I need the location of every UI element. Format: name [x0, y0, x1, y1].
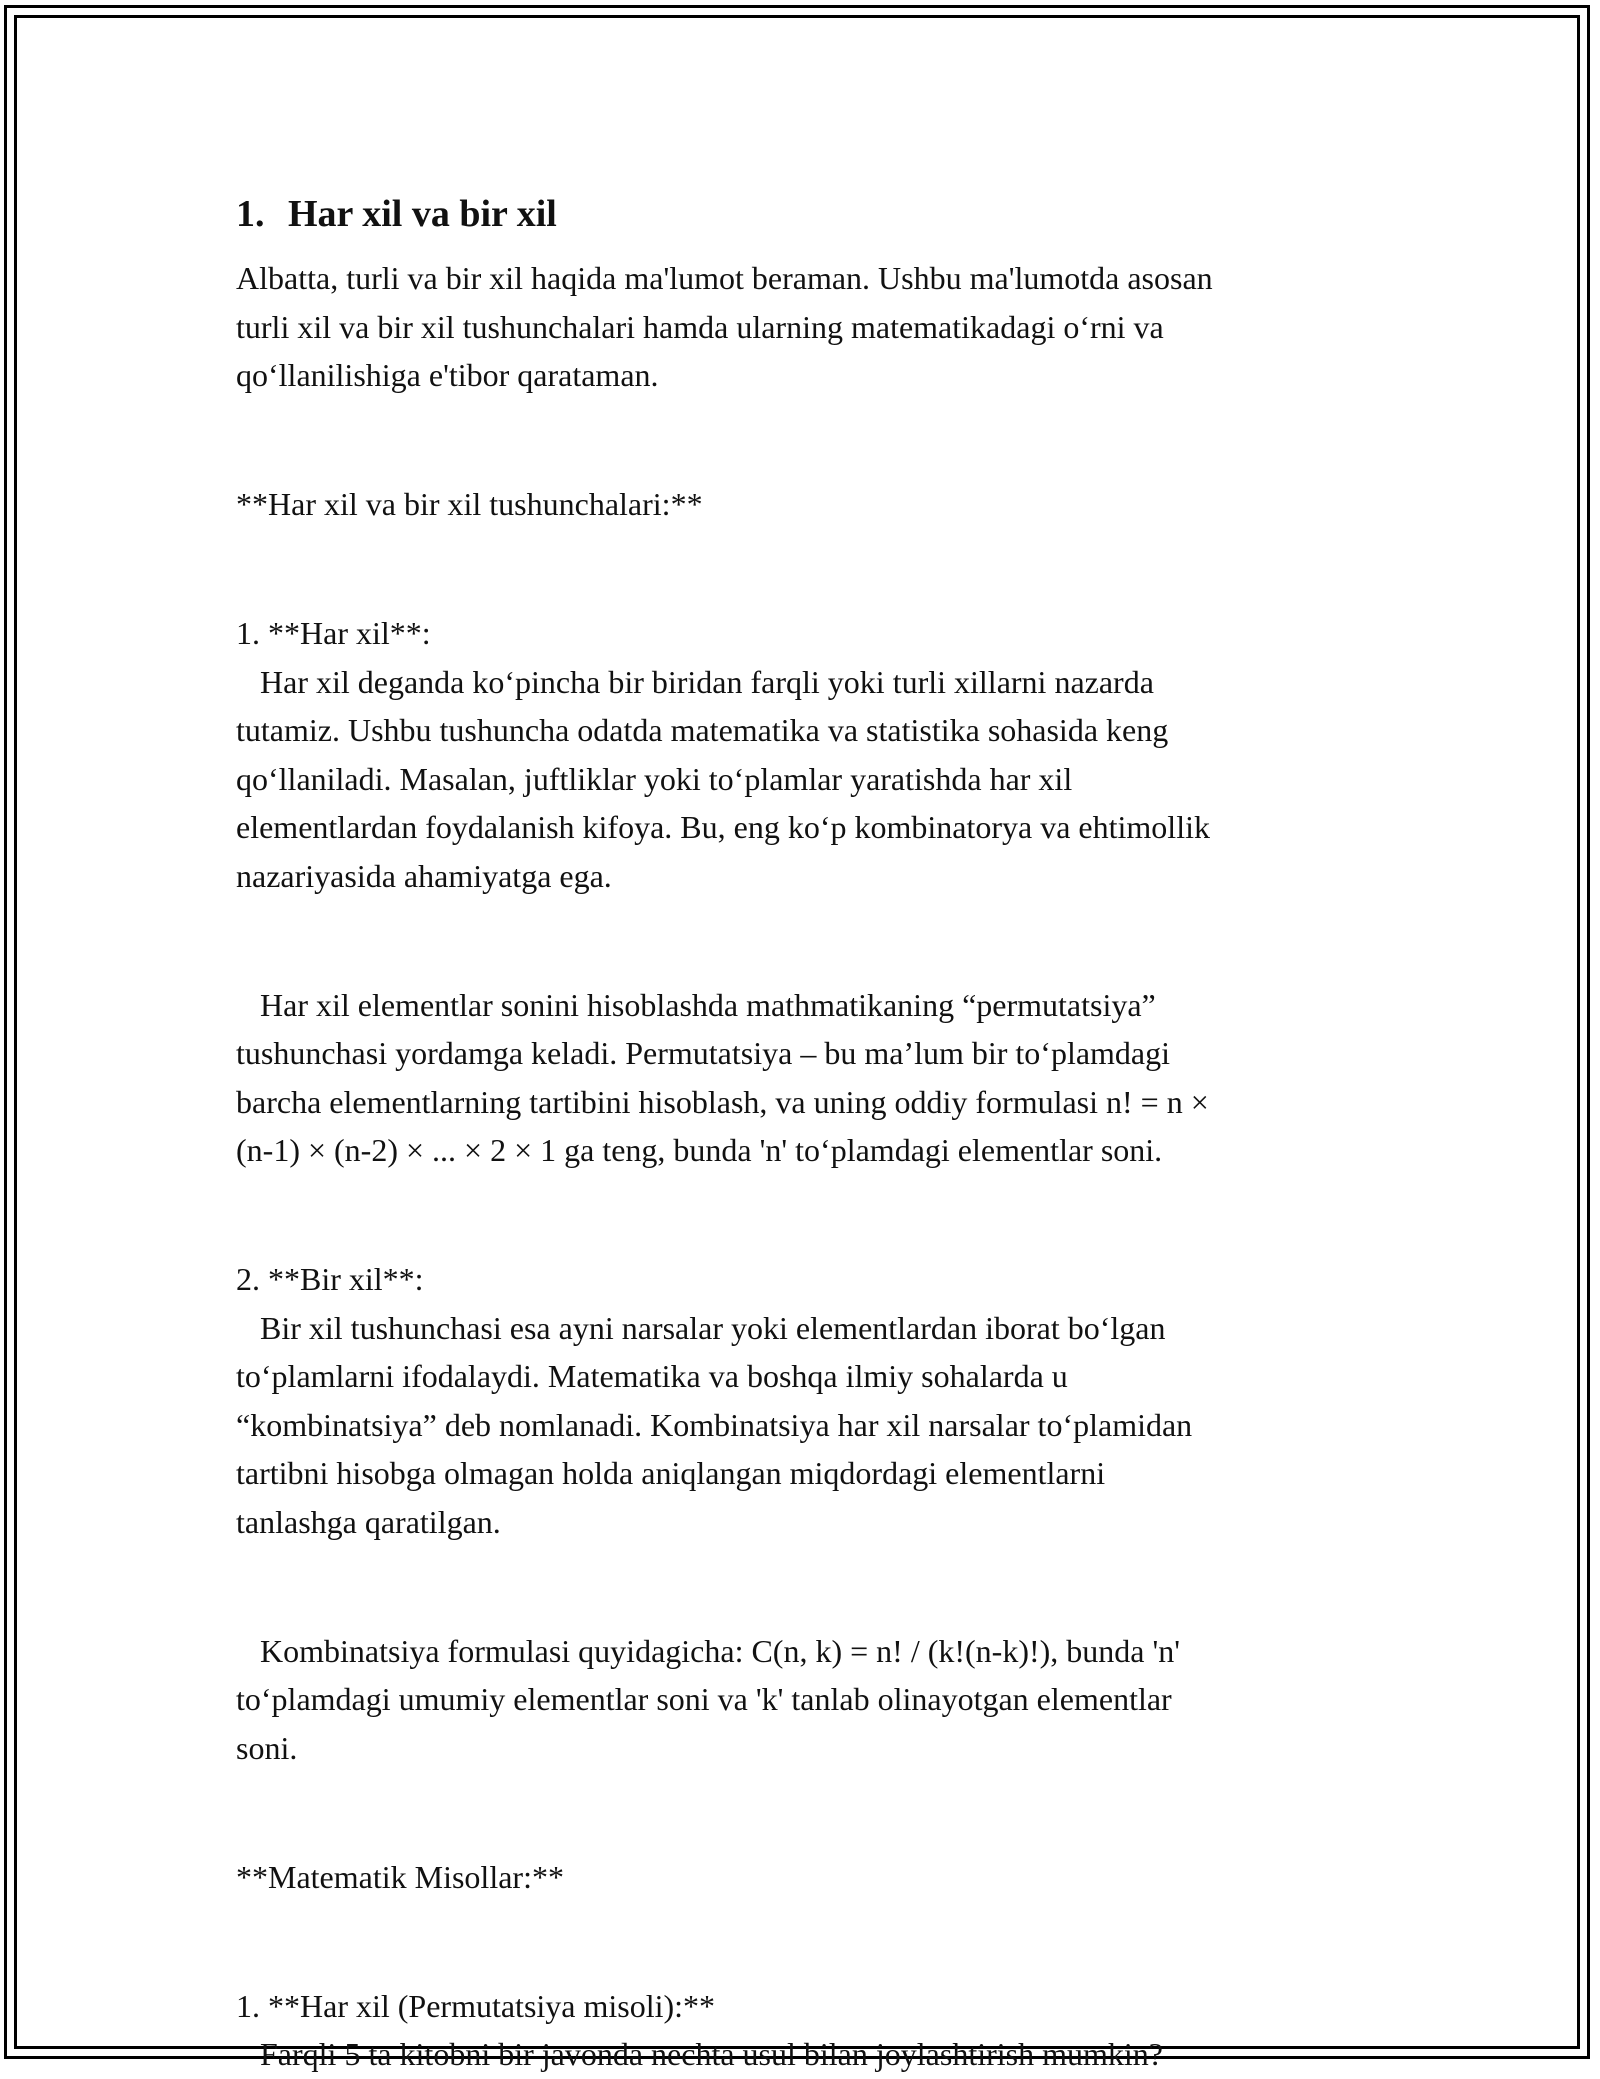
- text-line: tutamiz. Ushbu tushuncha odatda matematika va statistika sohasida keng: [236, 712, 1169, 748]
- section-number: 1.: [236, 193, 265, 235]
- text-line: qo‘llanilishiga e'tibor qarataman.: [236, 357, 659, 393]
- blank-line: [236, 1191, 1366, 1240]
- blank-line: [236, 1788, 1366, 1837]
- spacer: [236, 244, 1366, 254]
- text-line: 2. **Bir xil**:: [236, 1261, 424, 1297]
- text-line: Har xil deganda ko‘pincha bir biridan farqli yoki turli xillarni nazarda: [236, 663, 1154, 700]
- text-line: **Har xil va bir xil tushunchalari:**: [236, 486, 703, 522]
- text-line: Albatta, turli va bir xil haqida ma'lumot beraman. Ushbu ma'lumotda asosan: [236, 260, 1213, 296]
- text-line: Kombinatsiya formulasi quyidagicha: C(n, k) = n! / (k!(n-k)!), bunda 'n': [236, 1632, 1181, 1669]
- text-line: nazariyasida ahamiyatga ega.: [236, 857, 612, 894]
- text-line: to‘plamlarni ifodalaydi. Matematika va boshqa ilmiy sohalarda u: [236, 1358, 1068, 1394]
- text-line: tartibni hisobga olmagan holda aniqlangan miqdordagi elementlarni: [236, 1455, 1106, 1491]
- text-line: tushunchasi yordamga keladi. Permutatsiya – bu ma’lum bir to‘plamdagi: [236, 1035, 1171, 1071]
- text-line: 1. **Har xil**:: [236, 615, 431, 651]
- text-line: tanlashga qaratilgan.: [236, 1503, 501, 1540]
- text-line: to‘plamdagi umumiy elementlar soni va 'k' tanlab olinayotgan elementlar: [236, 1681, 1172, 1717]
- text-line: turli xil va bir xil tushunchalari hamda ularning matematikadagi o‘rni va: [236, 308, 1164, 345]
- blank-line: [236, 545, 1366, 594]
- text-line: Har xil elementlar sonini hisoblashda mathmatikaning “permutatsiya”: [236, 986, 1156, 1023]
- text-line: Bir xil tushunchasi esa ayni narsalar yoki elementlardan iborat bo‘lgan: [236, 1309, 1166, 1346]
- document-body: [236, 184, 1366, 2079]
- text-lines: [236, 254, 1366, 2079]
- text-line: (n-1) × (n-2) × ... × 2 × 1 ga teng, bunda 'n' to‘plamdagi elementlar soni.: [236, 1132, 1163, 1168]
- section-title: Har xil va bir xil: [288, 193, 557, 235]
- text-line: elementlardan foydalanish kifoya. Bu, eng ko‘p kombinatorya va ehtimollik: [236, 809, 1210, 845]
- blank-line: [236, 1917, 1366, 1966]
- text-line: **Matematik Misollar:**: [236, 1858, 564, 1895]
- text-line: Farqli 5 ta kitobni bir javonda nechta usul bilan joylashtirish mumkin?: [236, 2036, 1163, 2072]
- text-line: soni.: [236, 1729, 298, 1766]
- blank-line: [236, 1562, 1366, 1611]
- section-heading: [236, 184, 1366, 244]
- text-line: 1. **Har xil (Permutatsiya misoli):**: [236, 1987, 716, 2024]
- blank-line: [236, 416, 1366, 465]
- text-line: qo‘llaniladi. Masalan, juftliklar yoki to‘plamlar yaratishda har xil: [236, 760, 1073, 797]
- text-line: “kombinatsiya” deb nomlanadi. Kombinatsiya har xil narsalar to‘plamidan: [236, 1406, 1193, 1443]
- blank-line: [236, 916, 1366, 965]
- text-line: barcha elementlarning tartibini hisoblash, va uning oddiy formulasi n! = n ×: [236, 1083, 1209, 1120]
